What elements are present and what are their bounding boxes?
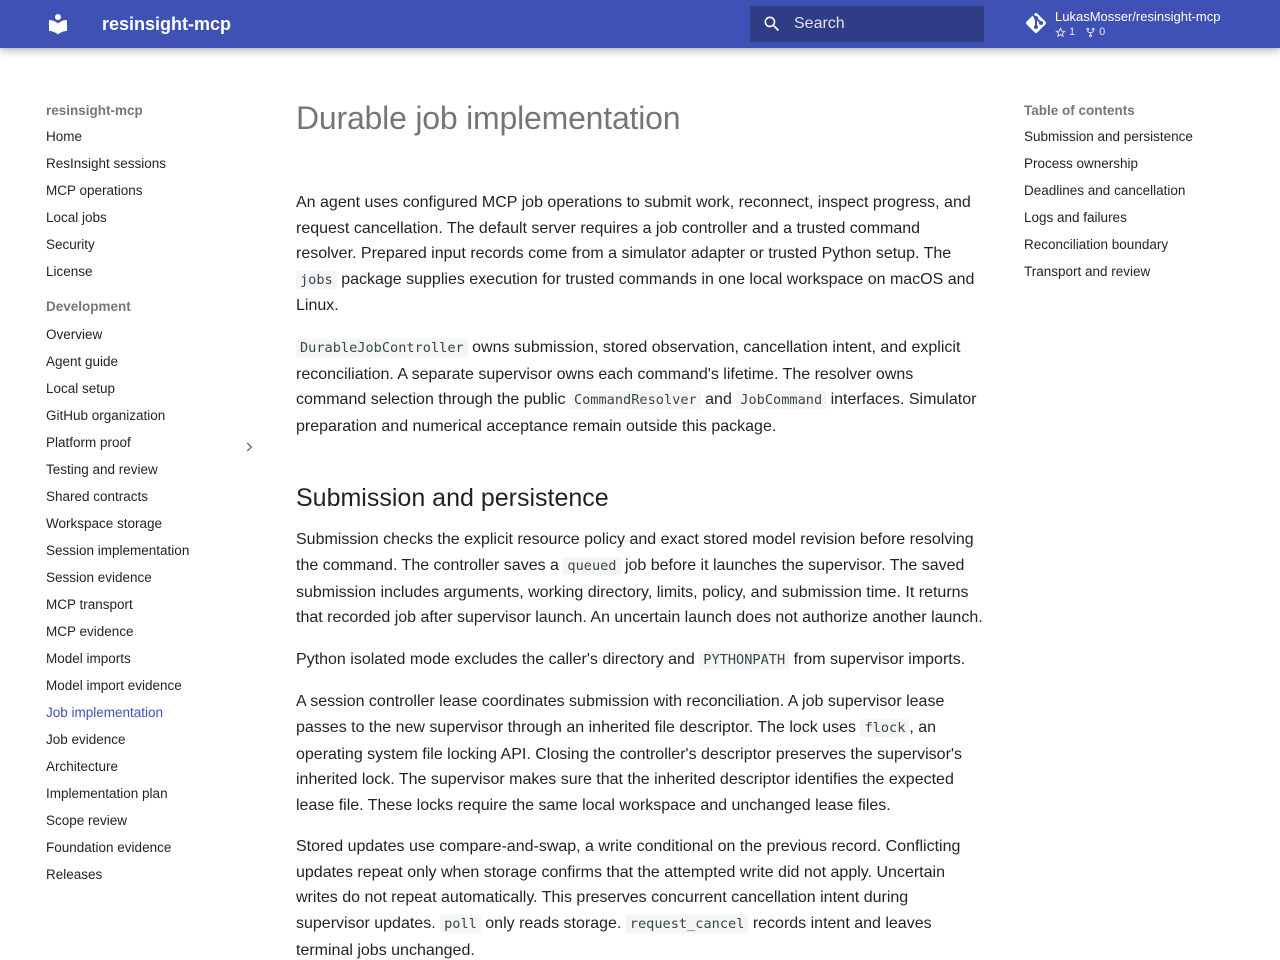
nav-item-workspace-storage[interactable]: Workspace storage [46,516,163,531]
search-box[interactable] [750,6,984,42]
star-icon [1055,27,1066,38]
primary-nav [46,96,258,888]
code-jobs: jobs [296,271,337,289]
nav-item-local-jobs[interactable]: Local jobs [46,210,107,225]
page-title: Durable job implementation [296,100,681,136]
nav-item-job-implementation[interactable]: Job implementation [46,705,164,720]
nav-item-license[interactable]: License [46,264,93,279]
logo-icon[interactable] [46,12,70,36]
toc-item-deadlines-and-cancellation[interactable]: Deadlines and cancellation [1024,183,1186,198]
nav-item-home[interactable]: Home [46,129,83,144]
paragraph-lease: A session controller lease coordinates submission with reconciliation. A job supervisor lease passes to the new supervisor through an inherited file descriptor. The lock uses flock , an operating system file locking API. Closing the controller's descriptor preserves the supervisor's inherited lock. The supervisor makes sure that the inherited descriptor identifies the expected lease file. These locks require the same local workspace and unchanged lease files. [296,693,962,814]
nav-item-platform-proof[interactable] [46,429,258,456]
nav-item-local-setup[interactable]: Local setup [46,381,116,396]
code-poll: poll [440,915,481,933]
nav-item-resinsight-sessions[interactable]: ResInsight sessions [46,156,167,171]
nav-item-github-organization[interactable]: GitHub organization [46,408,166,423]
paragraph-isolated-mode: Python isolated mode excludes the caller's directory and PYTHONPATH from supervisor imports. [296,650,966,668]
nav-item-architecture[interactable]: Architecture [46,759,119,774]
nav-item-shared-contracts[interactable]: Shared contracts [46,489,149,504]
nav-item-implementation-plan[interactable]: Implementation plan [46,786,168,801]
forks-count: 0 [1085,26,1105,38]
nav-item-session-evidence[interactable]: Session evidence [46,570,152,585]
paragraph-intro: An agent uses configured MCP job operations to submit work, reconnect, inspect progress, and request cancellation. The default server requires a job controller and a trusted command resolver. Prepared input records come from a simulator adapter or trusted Python setup. The jobs package supplies execution for trusted commands in one local workspace on macOS and Linux. [296,194,975,315]
code-pythonpath: PYTHONPATH [699,651,789,669]
nav-item-mcp-evidence[interactable]: MCP evidence [46,624,134,639]
nav-item-job-evidence[interactable]: Job evidence [46,732,126,747]
nav-item-testing-and-review[interactable]: Testing and review [46,462,158,477]
nav-item-foundation-evidence[interactable]: Foundation evidence [46,840,172,855]
code-job-command: JobCommand [736,391,826,409]
code-command-resolver: CommandResolver [570,391,701,409]
repo-name: LukasMosser/resinsight-mcp [1055,9,1221,24]
nav-item-mcp-transport[interactable]: MCP transport [46,597,133,612]
nav-item-model-imports[interactable]: Model imports [46,651,131,666]
toc-item-submission-and-persistence[interactable]: Submission and persistence [1024,129,1193,144]
table-of-contents [1024,96,1244,285]
nav-item-releases[interactable]: Releases [46,867,103,882]
toc-item-transport-and-review[interactable]: Transport and review [1024,264,1151,279]
nav-title: resinsight-mcp [46,103,143,118]
code-queued: queued [563,557,620,575]
nav-item-label: Platform proof [46,435,131,450]
toc-item-logs-and-failures[interactable]: Logs and failures [1024,210,1127,225]
paragraph-controller: DurableJobController owns submission, stored observation, cancellation intent, and explicit reconciliation. A separate supervisor owns each command's lifetime. The resolver owns command selection through the public CommandResolver and JobCommand interfaces. Simulator preparation and numerical acceptance remain outside this package. [296,338,977,435]
nav-item-scope-review[interactable]: Scope review [46,813,128,828]
toc-item-process-ownership[interactable]: Process ownership [1024,156,1139,171]
chevron-right-icon[interactable] [242,436,256,450]
nav-item-security[interactable]: Security [46,237,95,252]
top-header [0,0,1280,48]
main-content [296,96,984,960]
nav-section-development[interactable]: Development [46,299,131,314]
code-durable-job-controller: DurableJobController [296,339,468,357]
nav-item-overview[interactable]: Overview [46,327,103,342]
toc-item-reconciliation-boundary[interactable]: Reconciliation boundary [1024,237,1169,252]
repo-facts [1055,26,1105,38]
nav-item-mcp-operations[interactable]: MCP operations [46,183,143,198]
code-flock: flock [860,719,909,737]
git-icon [1024,11,1048,35]
fork-icon [1085,27,1096,38]
site-title[interactable]: resinsight-mcp [102,14,232,34]
nav-item-model-import-evidence[interactable]: Model import evidence [46,678,182,693]
toc-title: Table of contents [1024,103,1135,118]
paragraph-submission: Submission checks the explicit resource policy and exact stored model revision before resolving the command. The controller saves a queued job before it launches the supervisor. The saved submission includes arguments, working directory, limits, policy, and submission time. It returns that recorded job after supervisor launch. An uncertain launch does not authorize another launch. [296,531,983,627]
nav-item-agent-guide[interactable]: Agent guide [46,354,119,369]
repo-link[interactable] [1024,8,1264,42]
search-input[interactable] [794,6,980,42]
stars-count: 1 [1055,26,1075,38]
nav-item-session-implementation[interactable]: Session implementation [46,543,190,558]
code-request-cancel: request_cancel [626,915,749,933]
section-heading-submission: Submission and persistence [296,484,609,513]
search-icon[interactable] [762,14,782,34]
paragraph-stored-updates: Stored updates use compare-and-swap, a write conditional on the previous record. Conflicting updates repeat only when storage confirms that the attempted write did not apply. Uncertain writes do not repeat automatically. This preserves concurrent cancellation intent during supervisor updates. poll only reads storage. request_cancel records intent and leaves terminal jobs unchanged. [296,838,961,959]
